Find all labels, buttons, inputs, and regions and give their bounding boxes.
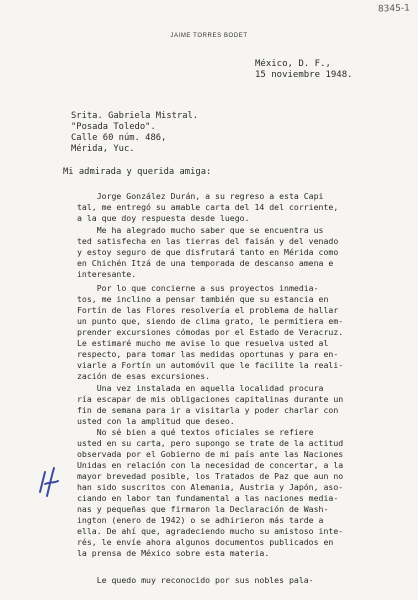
text-line: usted en su carta, pero supongo se trate de la actitud xyxy=(77,438,344,448)
text-line: Por lo que concierne a sus proyectos inmedia- xyxy=(77,283,319,293)
text-line: observada por el Gobierno de mi país ante las Naciones xyxy=(77,449,344,459)
text-line: Una vez instalada en aquella localidad procura xyxy=(77,383,324,393)
paragraph xyxy=(77,191,407,224)
text-line: Me ha alegrado mucho saber que se encuentra us xyxy=(77,225,324,235)
paragraph xyxy=(77,575,407,586)
text-line: fin de semana para ir a visitarla y poder charlar con xyxy=(77,405,339,415)
salutation: Mi admirada y querida amiga: xyxy=(63,167,212,177)
margin-scribble xyxy=(36,462,64,502)
paragraph xyxy=(77,225,407,280)
text-line: la prensa de México sobre esta materia. xyxy=(77,548,270,558)
date-place: México, D. F., xyxy=(255,59,331,69)
paragraph xyxy=(77,283,407,382)
text-line: mayor brevedad posible, los Tratados de Paz que aun no xyxy=(77,471,344,481)
text-line: interesante. xyxy=(77,269,137,279)
recipient-line: Mérida, Yuc. xyxy=(71,144,135,154)
text-line: tos, me inclino a pensar también que su estancia en xyxy=(77,294,329,304)
recipient-line: Calle 60 núm. 486, xyxy=(71,133,167,143)
text-line: a la que doy respuesta desde luego. xyxy=(77,213,250,223)
text-line: en Chichén Itzá de una temporada de descanso amena e xyxy=(77,258,334,268)
date-block xyxy=(255,59,353,81)
text-line: nas y pequeñas que firmaron la Declaración de Wash- xyxy=(77,504,329,514)
date-day: 15 noviembre 1948. xyxy=(255,70,353,80)
text-line: ted satisfecha en las tierras del faisán y del venado xyxy=(77,236,339,246)
text-line: tal, me entregó su amable carta del 14 del corriente, xyxy=(77,202,339,212)
paragraph xyxy=(77,383,407,427)
text-line: ella. De ahí que, agradeciendo mucho su amistoso inte- xyxy=(77,526,344,536)
text-line: rés, le envíe ahora algunos documentos publicados en xyxy=(77,537,334,547)
recipient-line: "Posada Toledo". xyxy=(71,122,156,132)
text-line: Fortín de las Flores resolvería el problema de hallar xyxy=(77,305,339,315)
text-line: han sido suscritos con Alemania, Austria y Japón, aso- xyxy=(77,482,344,492)
recipient-line: Srita. Gabriela Mistral. xyxy=(71,111,199,121)
text-line: Le quedo muy reconocido por sus nobles pala- xyxy=(77,575,314,585)
text-line: No sé bien a qué textos oficiales se refiere xyxy=(77,427,314,437)
letterhead: JAIME TORRES BODET xyxy=(170,33,248,39)
paragraph xyxy=(77,427,407,559)
text-line: prender excursiones cómodas por el Estado de Veracruz. xyxy=(77,327,344,337)
text-line: Le estimaré mucho me avise lo que resuelva usted al xyxy=(77,338,329,348)
text-line: respecto, para tomar las medidas oportunas y para en- xyxy=(77,349,339,359)
text-line: un punto que, siendo de clima grato, le permitiera em- xyxy=(77,316,344,326)
text-line: viarle a Fortín un automóvil que le facilite la reali- xyxy=(77,360,344,370)
text-line: ington (enero de 1942) o se adhirieron más tarde a xyxy=(77,515,324,525)
text-line: y estoy seguro de que disfrutará tanto en Mérida como xyxy=(77,247,339,257)
text-line: zación de esas excursiones. xyxy=(77,371,211,381)
archive-mark: 8345-1 xyxy=(377,3,411,15)
recipient-address xyxy=(71,111,198,155)
text-line: usted con la amplitud que deseo. xyxy=(77,416,235,426)
text-line: ciando en labor tan fundamental a las naciones media- xyxy=(77,493,339,503)
text-line: ría escapar de mis obligaciones capitalinas durante un xyxy=(77,394,344,404)
text-line: Jorge González Durán, a su regreso a esta Capi xyxy=(77,191,324,201)
text-line: Unidas en relación con la necesidad de concertar, a la xyxy=(77,460,344,470)
